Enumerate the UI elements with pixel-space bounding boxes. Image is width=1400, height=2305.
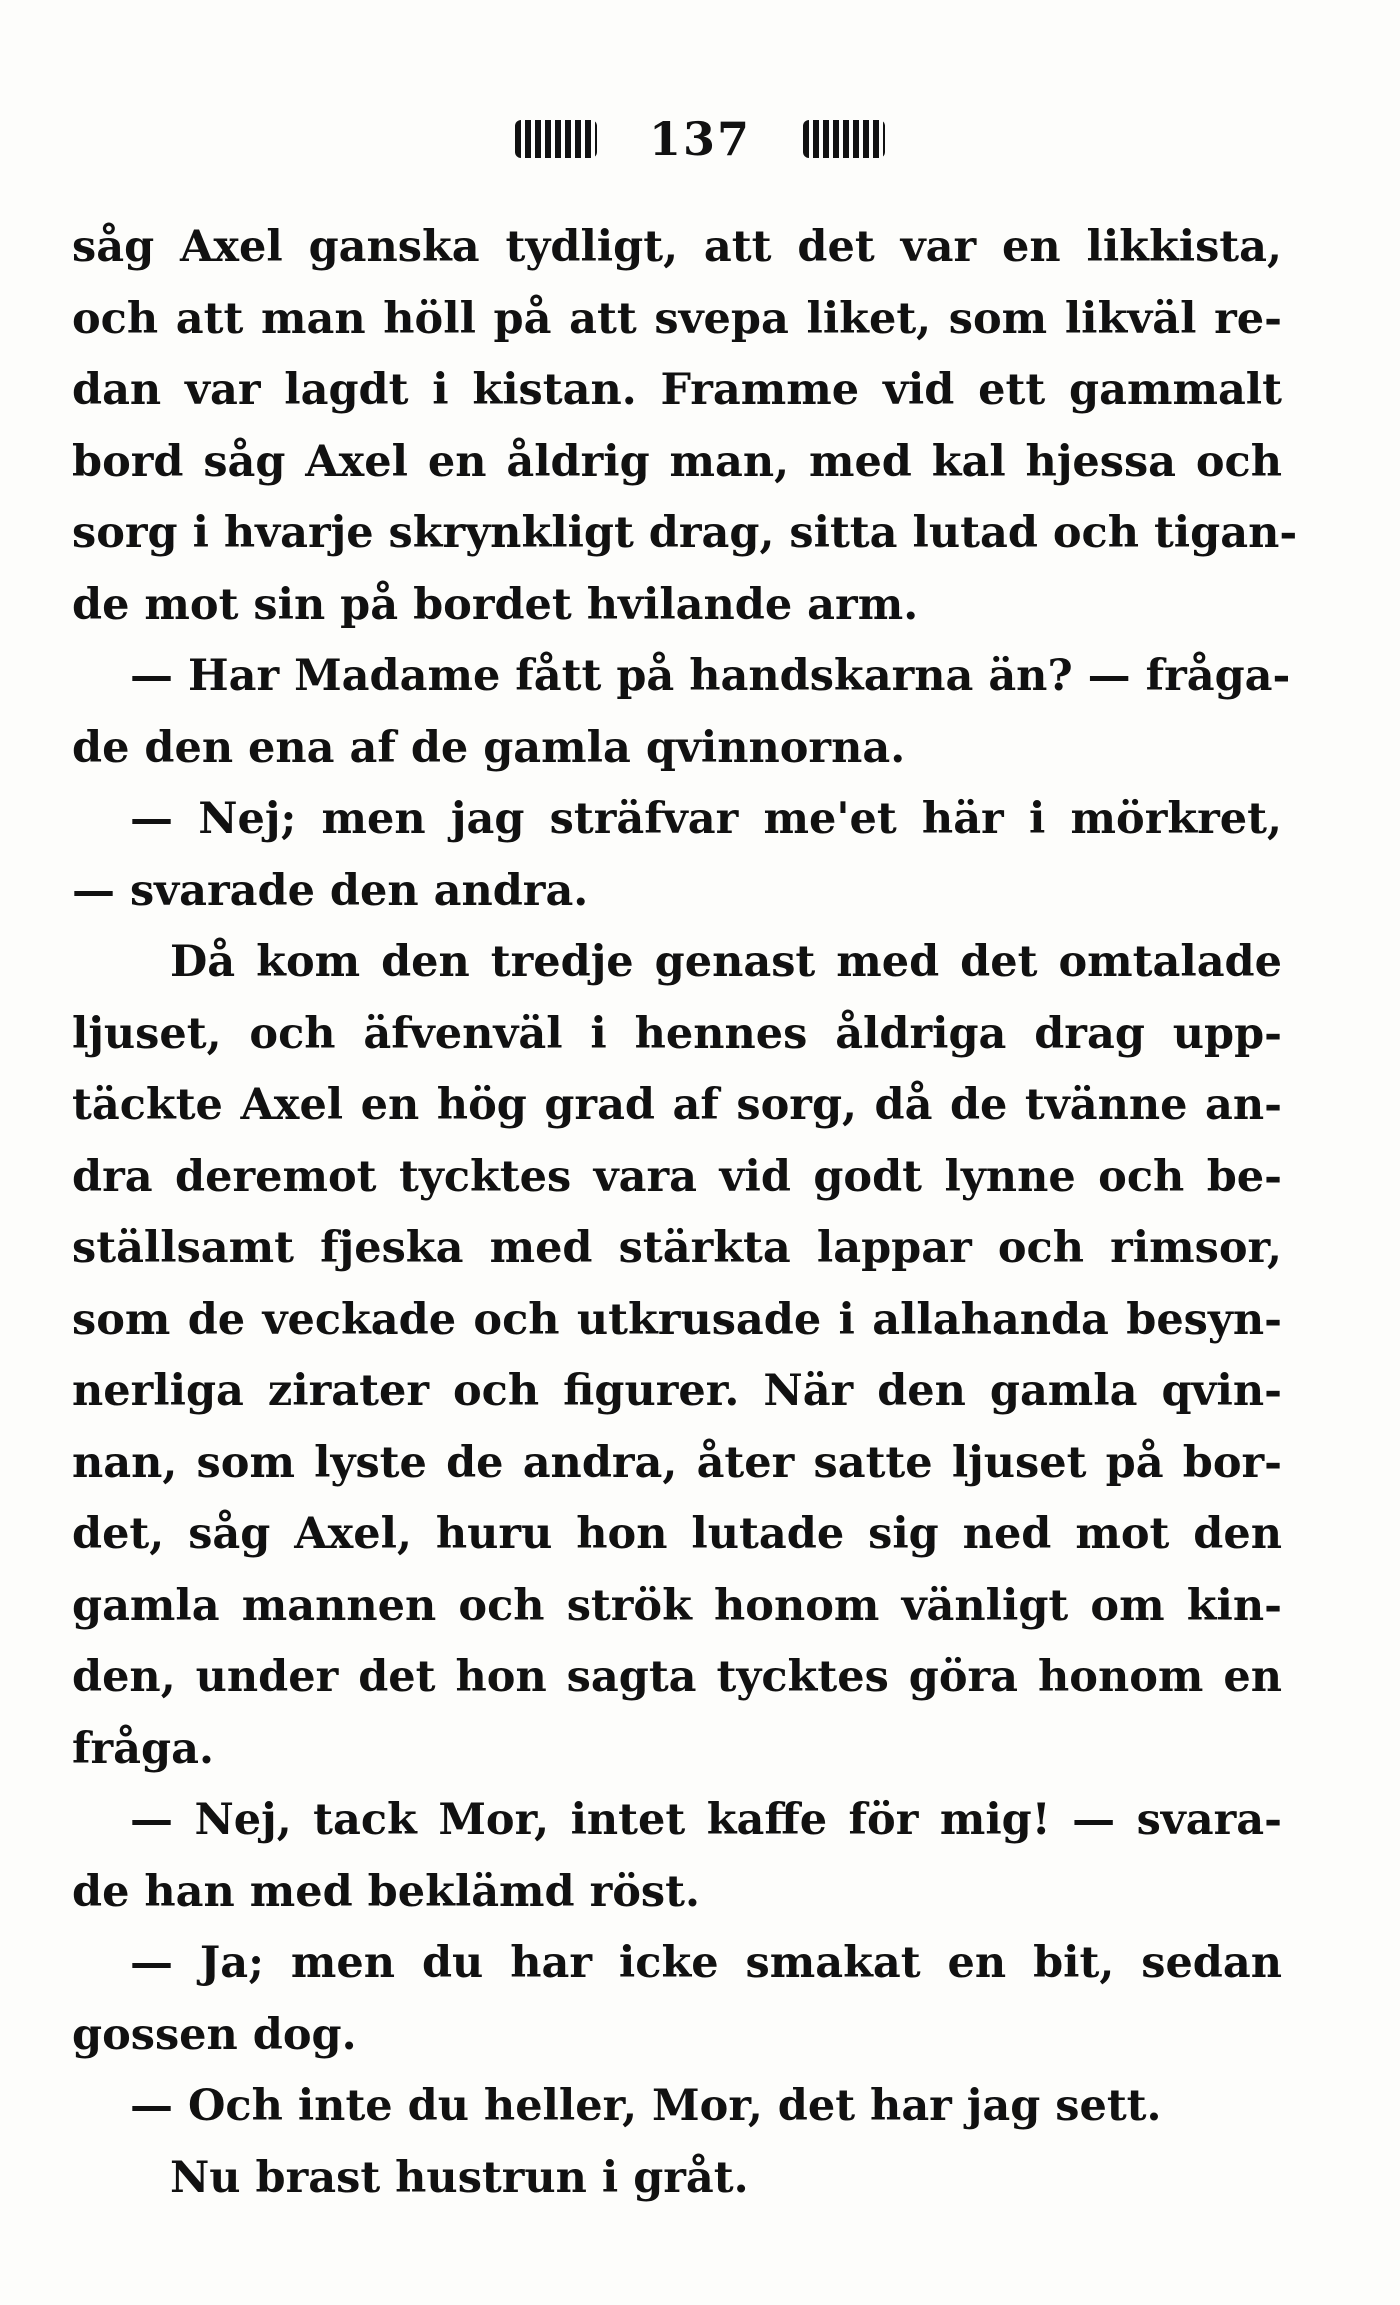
text-line: gossen dog. [72, 2009, 357, 2060]
text-line: de han med beklämd röst. [72, 1866, 700, 1917]
text-line: ljuset, och äfvenväl i hennes åldriga drag upp- [72, 1008, 1282, 1059]
text-line: de mot sin på bordet hvilande arm. [72, 579, 919, 630]
text-line: såg Axel ganska tydligt, att det var en likkista, [72, 222, 1282, 272]
text-line: de den ena af de gamla qvinnorna. [72, 722, 906, 773]
text-line: nan, som lyste de andra, åter satte ljuset på bor- [72, 1437, 1282, 1488]
text-line: bord såg Axel en åldrig man, med kal hjessa och [72, 436, 1282, 487]
text-line: — svarade den andra. [72, 865, 589, 916]
text-line: — Nej, tack Mor, intet kaffe för mig! — svara- [130, 1795, 1282, 1845]
text-line: den, under det hon sagta tycktes göra honom en [72, 1652, 1282, 1702]
text-line: Nu brast hustrun i gråt. [170, 2152, 749, 2203]
text-line: gamla mannen och strök honom vänligt om kin- [72, 1580, 1282, 1631]
ornament-right-icon [803, 120, 885, 158]
text-line: — Och inte du heller, Mor, det har jag sett. [130, 2081, 1162, 2131]
text-line: fråga. [72, 1723, 214, 1774]
text-line: det, såg Axel, huru hon lutade sig ned mot den [72, 1509, 1282, 1559]
text-line: täckte Axel en hög grad af sorg, då de tvänne an- [72, 1080, 1282, 1130]
text-line: Då kom den tredje genast med det omtalade [170, 937, 1282, 987]
text-line: nerliga zirater och figurer. När den gamla qvin- [72, 1366, 1282, 1416]
page-number: 137 [648, 112, 752, 166]
text-line: dan var lagdt i kistan. Framme vid ett gammalt [72, 365, 1282, 415]
text-line: — Ja; men du har icke smakat en bit, sedan [130, 1938, 1282, 1988]
text-line: sorg i hvarje skrynkligt drag, sitta lutad och tigan- [72, 508, 1298, 558]
body-text [72, 212, 1298, 2214]
text-line: dra deremot tycktes vara vid godt lynne och be- [72, 1151, 1282, 1202]
ornament-left-icon [515, 120, 597, 158]
text-line: — Har Madame fått på handskarna än? — fråga- [130, 651, 1291, 701]
text-line: som de veckade och utkrusade i allahanda besyn- [72, 1294, 1282, 1345]
text-line: ställsamt fjeska med stärkta lappar och rimsor, [72, 1223, 1282, 1273]
text-line: — Nej; men jag sträfvar me'et här i mörkret, [130, 794, 1282, 844]
page-header [0, 108, 1400, 166]
text-line: och att man höll på att svepa liket, som likväl re- [72, 293, 1282, 344]
